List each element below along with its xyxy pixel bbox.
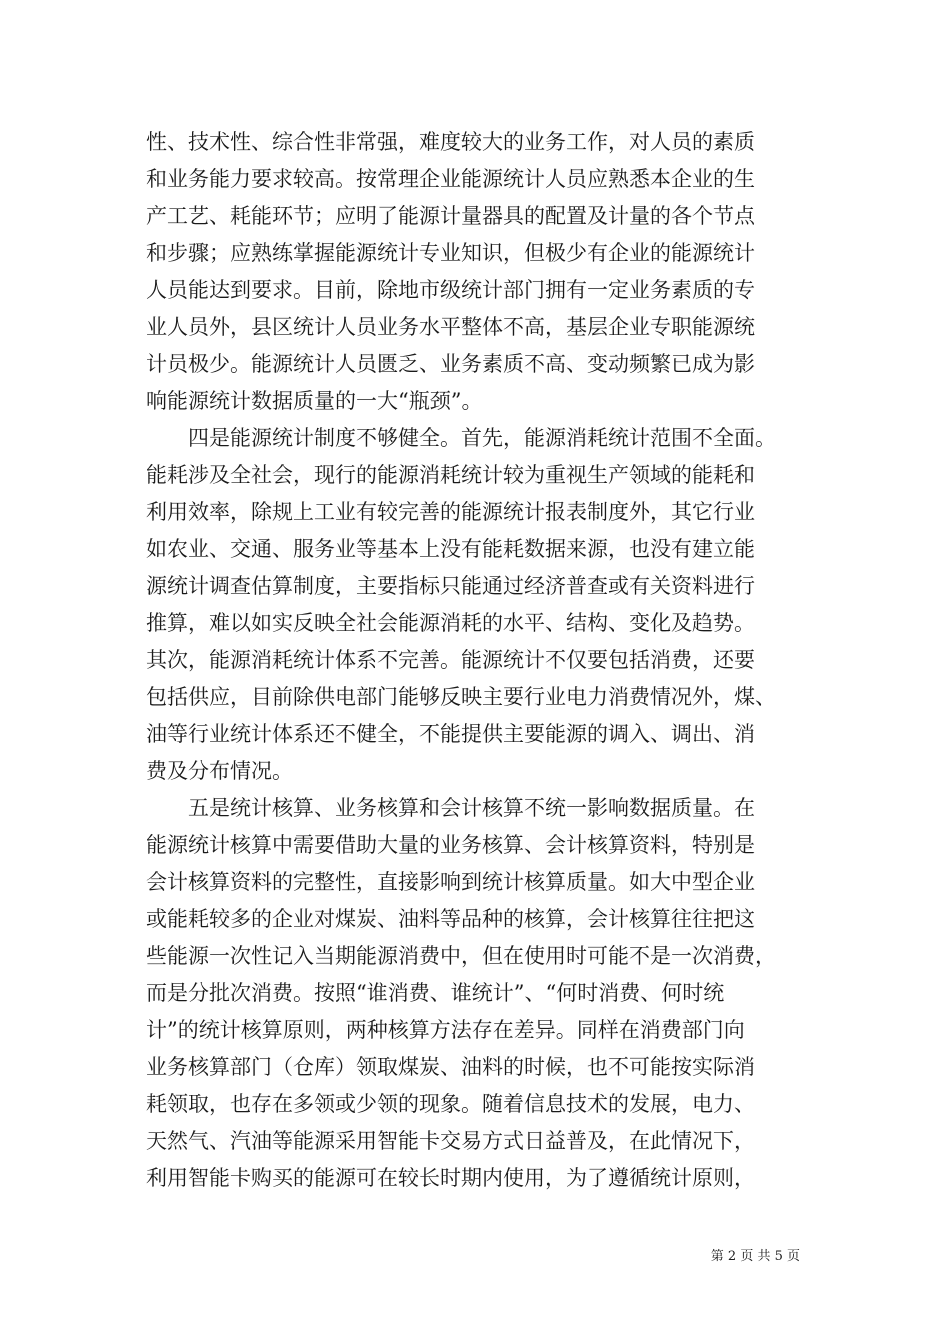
text-line: 业务核算部门（仓库）领取煤炭、油料的时候，也不可能按实际消 [146, 1055, 755, 1079]
text-line: 天然气、汽油等能源采用智能卡交易方式日益普及，在此情况下， [146, 1129, 755, 1153]
text-line: 推算，难以如实反映全社会能源消耗的水平、结构、变化及趋势。 [146, 611, 755, 635]
text-line: 耗领取，也存在多领或少领的现象。随着信息技术的发展，电力、 [146, 1092, 755, 1116]
text-line: 响能源统计数据质量的一大“瓶颈”。 [146, 389, 483, 413]
text-line: 和步骤；应熟练掌握能源统计专业知识，但极少有企业的能源统计 [146, 241, 755, 265]
text-line: 产工艺、耗能环节；应明了能源计量器具的配置及计量的各个节点 [146, 204, 755, 228]
paragraph-start-line: 四是能源统计制度不够健全。首先，能源消耗统计范围不全面。 [188, 426, 776, 450]
text-line: 如农业、交通、服务业等基本上没有能耗数据来源，也没有建立能 [146, 537, 755, 561]
text-line: 费及分布情况。 [146, 759, 293, 783]
text-line: 些能源一次性记入当期能源消费中，但在使用时可能不是一次消费， [146, 944, 776, 968]
text-line: 油等行业统计体系还不健全，不能提供主要能源的调入、调出、消 [146, 722, 755, 746]
page-number-footer: 第 2 页 共 5 页 [710, 1249, 800, 1264]
text-line: 其次，能源消耗统计体系不完善。能源统计不仅要包括消费，还要 [146, 648, 755, 672]
text-line: 能源统计核算中需要借助大量的业务核算、会计核算资料，特别是 [146, 833, 755, 857]
text-line: 包括供应，目前除供电部门能够反映主要行业电力消费情况外，煤、 [146, 685, 776, 709]
text-line: 利用效率，除规上工业有较完善的能源统计报表制度外，其它行业 [146, 500, 755, 524]
text-line: 而是分批次消费。按照“谁消费、谁统计”、“何时消费、何时统 [146, 981, 725, 1005]
text-line: 人员能达到要求。目前，除地市级统计部门拥有一定业务素质的专 [146, 278, 755, 302]
text-line: 源统计调查估算制度，主要指标只能通过经济普查或有关资料进行 [146, 574, 755, 598]
paragraph-start-line: 五是统计核算、业务核算和会计核算不统一影响数据质量。在 [188, 796, 755, 820]
text-line: 和业务能力要求较高。按常理企业能源统计人员应熟悉本企业的生 [146, 167, 755, 191]
text-line: 利用智能卡购买的能源可在较长时期内使用，为了遵循统计原则， [146, 1166, 755, 1190]
text-line: 计”的统计核算原则，两种核算方法存在差异。同样在消费部门向 [146, 1018, 745, 1042]
text-line: 性、技术性、综合性非常强，难度较大的业务工作，对人员的素质 [146, 130, 755, 154]
text-line: 能耗涉及全社会，现行的能源消耗统计较为重视生产领域的能耗和 [146, 463, 755, 487]
text-line: 业人员外，县区统计人员业务水平整体不高，基层企业专职能源统 [146, 315, 755, 339]
text-line: 会计核算资料的完整性，直接影响到统计核算质量。如大中型企业 [146, 870, 755, 894]
text-line: 计员极少。能源统计人员匮乏、业务素质不高、变动频繁已成为影 [146, 352, 755, 376]
text-line: 或能耗较多的企业对煤炭、油料等品种的核算，会计核算往往把这 [146, 907, 755, 931]
